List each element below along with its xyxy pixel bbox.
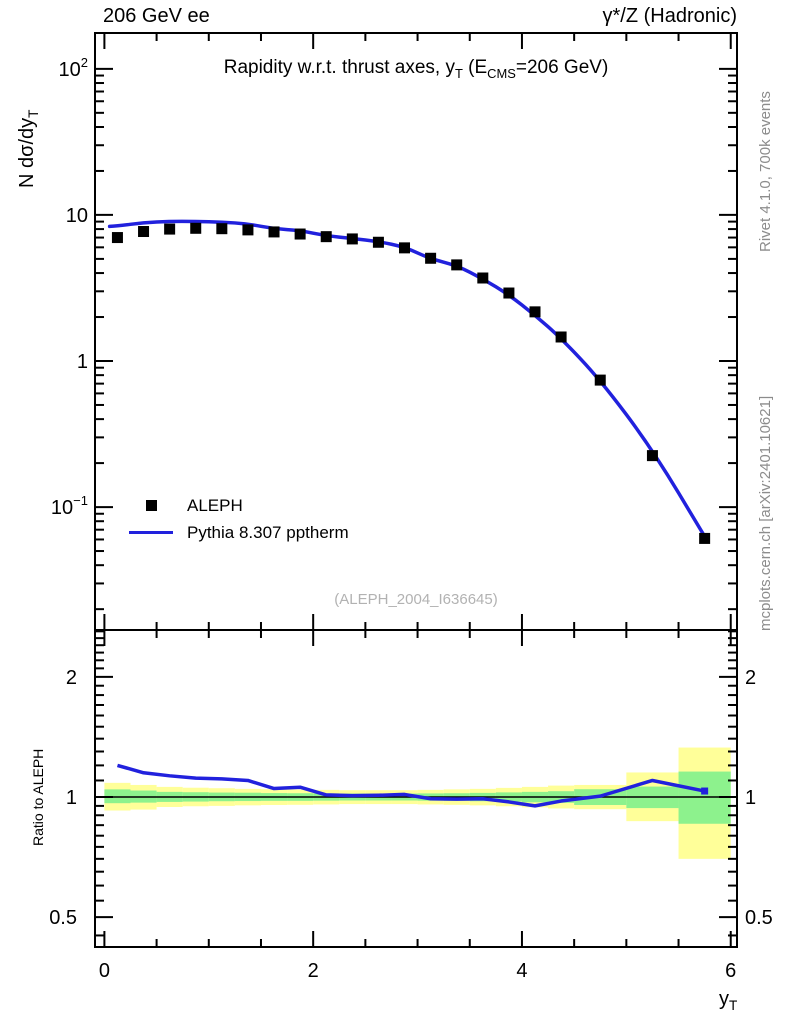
ratio-tick-label-left: 0.5: [49, 907, 77, 930]
aleph-data-point: [425, 253, 436, 264]
analysis-id-watermark: (ALEPH_2004_I636645): [334, 591, 498, 608]
aleph-data-point: [216, 223, 227, 234]
legend-label: Pythia 8.307 pptherm: [187, 522, 349, 542]
x-axis-label: $y_T$: [719, 988, 738, 1013]
header-beam-energy: 206 GeV ee: [103, 5, 210, 27]
plot-title: Rapidity w.r.t. thrust axes, $y_T$ ($E_{CMS}=206$ GeV): [223, 57, 609, 81]
aleph-data-point: [399, 242, 410, 253]
aleph-data-point: [164, 224, 175, 235]
aleph-data-point: [373, 237, 384, 248]
aleph-data-point: [138, 226, 149, 237]
aleph-square-marker-icon: [128, 500, 174, 511]
y-axis-tick-label: $10^2$: [58, 54, 88, 81]
pythia-curve: [110, 221, 705, 536]
rivet-version-note: Rivet 4.1.0, 700k events: [757, 91, 774, 252]
x-axis-tick-label: 0: [98, 960, 110, 982]
aleph-data-point: [699, 533, 710, 544]
aleph-data-point: [190, 223, 201, 234]
aleph-data-point: [295, 229, 306, 240]
aleph-data-point: [242, 224, 253, 235]
x-axis-tick-label: 6: [725, 960, 737, 982]
ratio-tick-label-left: 2: [65, 666, 77, 689]
header-process: γ*/Z (Hadronic): [602, 5, 737, 27]
aleph-data-point: [477, 273, 488, 284]
legend-label: ALEPH: [187, 495, 243, 515]
x-axis-tick-label: 4: [516, 960, 528, 982]
ratio-tick-label-right: 0.5: [745, 907, 773, 930]
aleph-data-point: [595, 375, 606, 386]
aleph-data-point: [112, 232, 123, 243]
aleph-data-point: [451, 259, 462, 270]
aleph-data-point: [647, 450, 658, 461]
ratio-tick-label-right: 1: [745, 787, 757, 810]
ratio-curve-end-marker: [701, 788, 708, 795]
aleph-data-point: [556, 331, 567, 342]
legend-item-pythia: [128, 519, 349, 546]
aleph-data-point: [530, 306, 541, 317]
mcplots-citation-note: mcplots.cern.ch [arXiv:2401.10621]: [757, 395, 774, 631]
ratio-tick-label-right: 2: [745, 666, 757, 689]
aleph-data-point: [321, 231, 332, 242]
aleph-data-point: [503, 288, 514, 299]
y-axis-label: N $d\sigma/dy_T$: [16, 109, 41, 188]
legend-item-aleph: [128, 492, 349, 519]
ratio-tick-label-left: 1: [65, 787, 77, 810]
x-axis-tick-label: 2: [307, 960, 319, 982]
legend: [128, 492, 349, 546]
aleph-data-point: [269, 226, 280, 237]
ratio-axis-label: Ratio to ALEPH: [30, 748, 46, 846]
pythia-line-marker-icon: [128, 531, 174, 535]
y-axis-tick-label: 1: [76, 350, 88, 373]
y-axis-tick-label: $10^{-1}$: [50, 493, 88, 520]
y-axis-tick-label: 10: [65, 204, 88, 227]
aleph-data-point: [347, 233, 358, 244]
